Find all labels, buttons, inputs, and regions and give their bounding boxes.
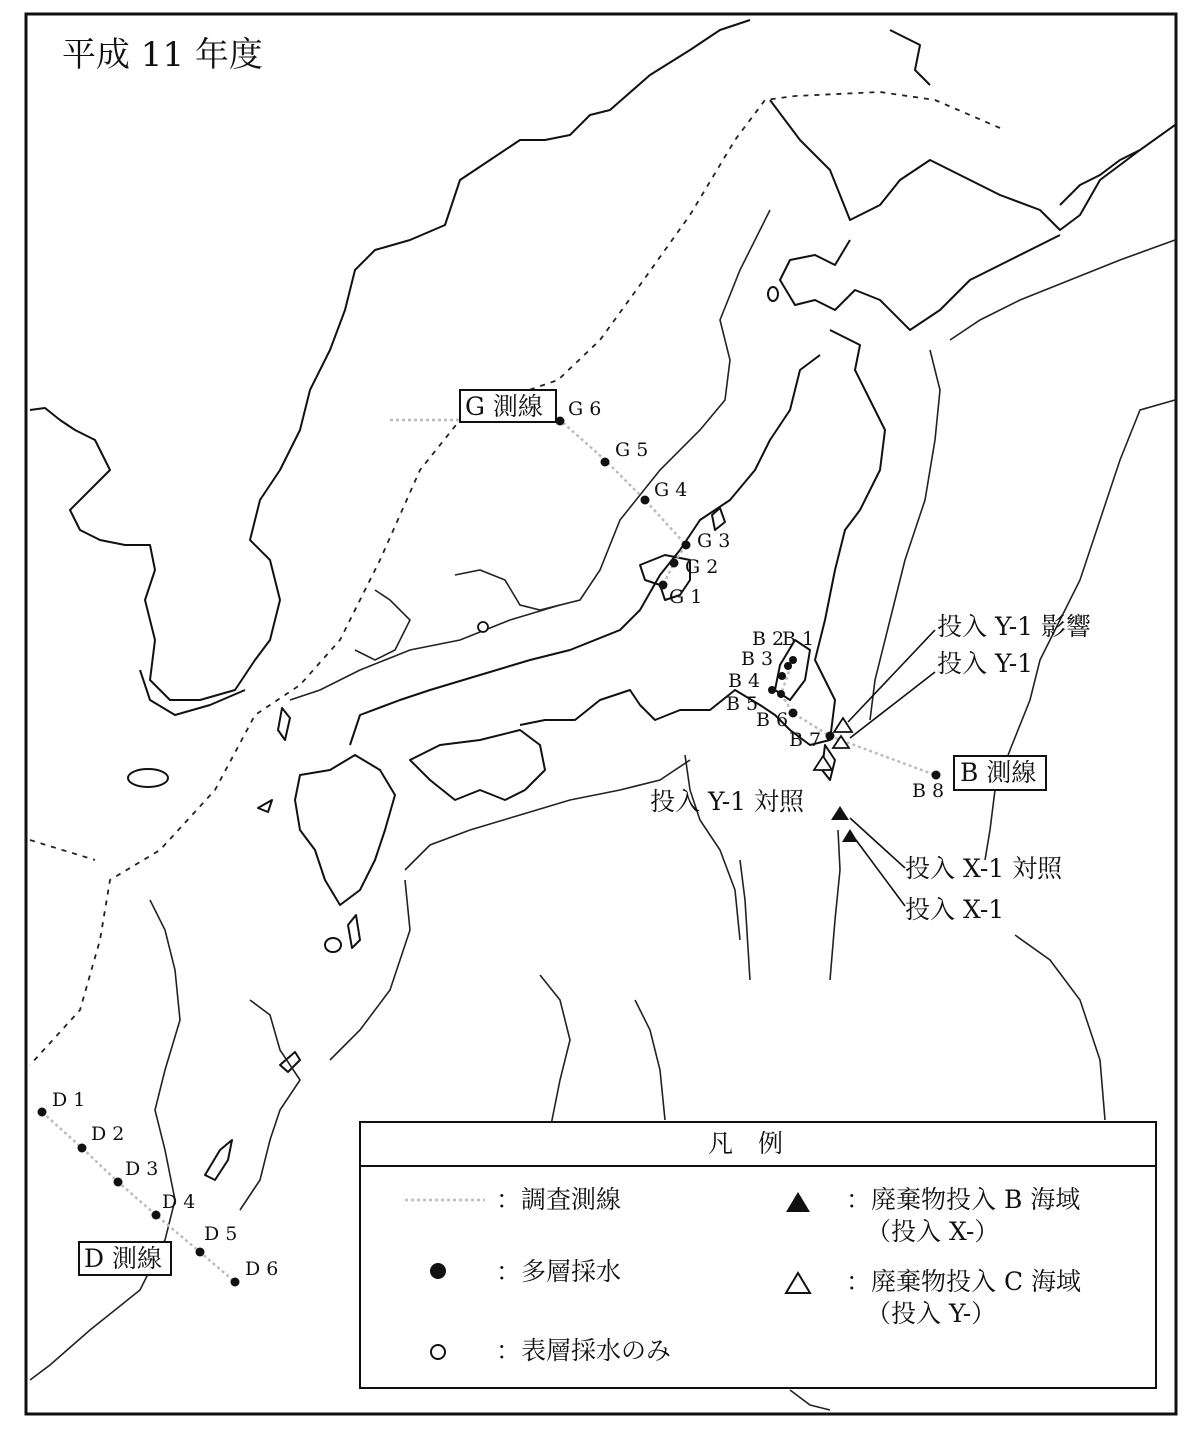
svg-text:B 2: B 2 [752, 628, 785, 650]
legend-area-c-line1: ：廃棄物投入 C 海域 [846, 1267, 1082, 1296]
svg-text:D 4: D 4 [162, 1191, 196, 1213]
svg-text:B 3: B 3 [741, 648, 774, 670]
svg-text:G 3: G 3 [697, 530, 731, 552]
svg-text:D 1: D 1 [52, 1089, 86, 1111]
svg-text:B 測線: B 測線 [960, 758, 1037, 787]
legend-title: 凡 例 [708, 1129, 784, 1158]
annotation-y1-control: 投入 Y-1 対照 [650, 787, 805, 816]
svg-text:G 6: G 6 [568, 398, 602, 420]
legend [360, 1122, 1156, 1388]
legend-surface-label: ：表層採水のみ [496, 1336, 672, 1365]
svg-text:D 5: D 5 [204, 1223, 238, 1245]
svg-text:G 測線: G 測線 [465, 392, 543, 421]
svg-text:B 4: B 4 [728, 670, 761, 692]
svg-text:D 2: D 2 [91, 1123, 125, 1145]
annotation-y1: 投入 Y-1 [937, 649, 1034, 678]
svg-text:B 5: B 5 [726, 693, 759, 715]
map-title: 平成 11 年度 [62, 35, 263, 75]
legend-multilayer-label: ：多層採水 [496, 1257, 622, 1286]
svg-text:G 1: G 1 [669, 586, 703, 608]
annotation-x1: 投入 X-1 [905, 895, 1005, 924]
svg-text:G 2: G 2 [685, 556, 719, 578]
legend-area-b-line1: ：廃棄物投入 B 海域 [846, 1185, 1081, 1214]
legend-area-c-line2: （投入 Y-） [866, 1299, 997, 1328]
svg-text:G 4: G 4 [654, 479, 688, 501]
filled-circle-icon [430, 1263, 446, 1279]
svg-text:B 8: B 8 [912, 780, 945, 802]
svg-text:D 6: D 6 [245, 1258, 279, 1280]
svg-text:B 1: B 1 [782, 628, 815, 650]
svg-text:G 5: G 5 [615, 439, 649, 461]
label-b-transect [954, 756, 1046, 790]
svg-text:B 7: B 7 [789, 729, 822, 751]
label-d-transect [79, 1242, 171, 1275]
legend-transect-label: ：調査測線 [496, 1185, 622, 1214]
svg-text:D 測線: D 測線 [84, 1244, 162, 1273]
svg-text:D 3: D 3 [125, 1158, 159, 1180]
open-circle-icon [431, 1345, 445, 1359]
surface-sample-marker [478, 622, 488, 632]
annotation-x1-control: 投入 X-1 対照 [905, 854, 1063, 883]
annotation-y1-effect: 投入 Y-1 影響 [937, 612, 1092, 641]
legend-area-b-line2: （投入 X-） [866, 1217, 1000, 1246]
svg-text:B 6: B 6 [756, 709, 789, 731]
label-g-transect [460, 390, 556, 422]
